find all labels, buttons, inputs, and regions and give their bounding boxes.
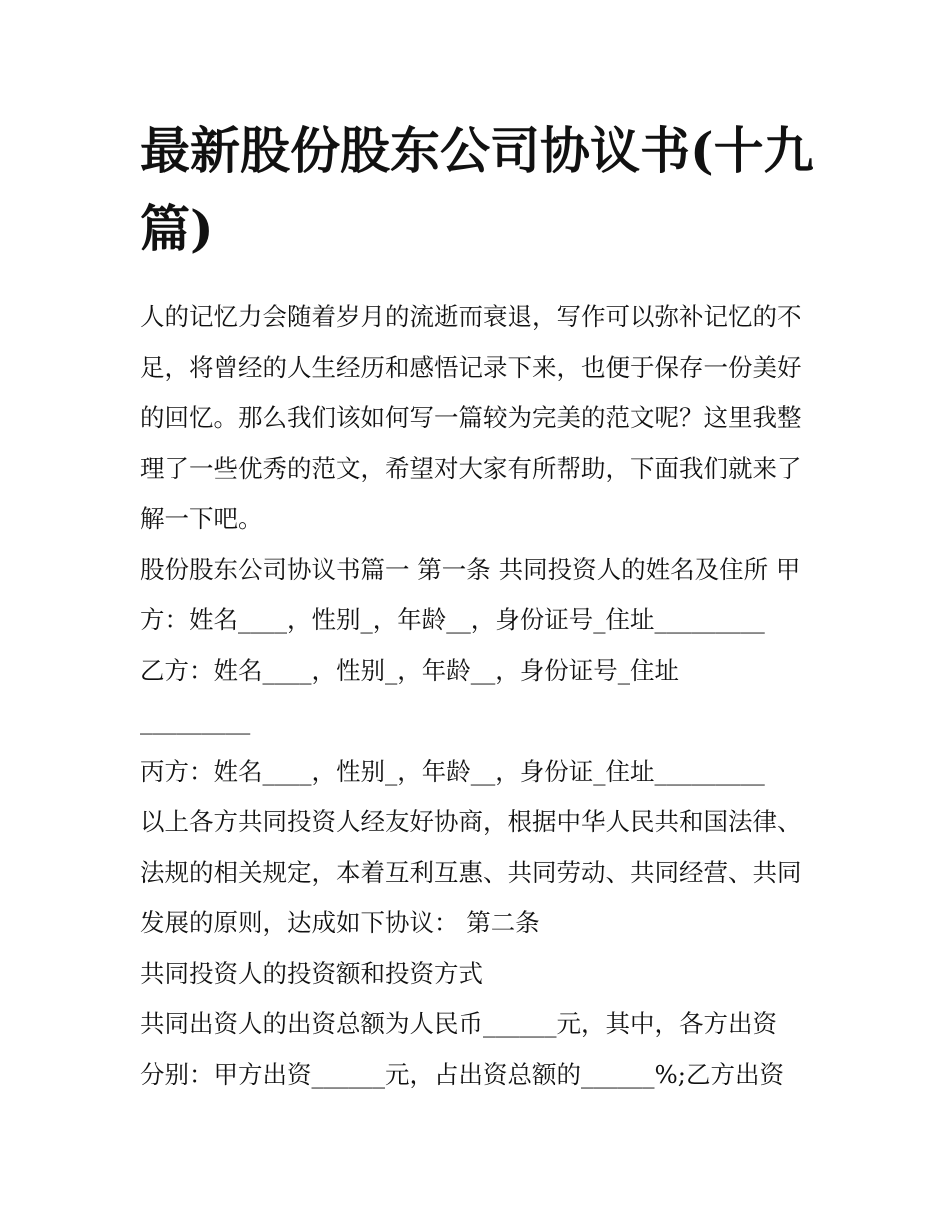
title-line: 最新股份股东公司协议书(十九 [140, 121, 814, 180]
agreement-line: 方：姓名____，性别_，年龄__，身份证号_住址_________ [140, 605, 765, 634]
agreement-line: 发展的原则，达成如下协议： 第二条 [140, 908, 540, 937]
agreement-line: 共同出资人的出资总额为人民币______元，其中，各方出资 [140, 1009, 777, 1038]
title-line: 篇) [140, 199, 214, 258]
agreement-line: 共同投资人的投资额和投资方式 [140, 958, 483, 988]
intro-line: 解一下吧。 [140, 504, 263, 533]
agreement-line: 分别：甲方出资______元，占出资总额的______%;乙方出资 [140, 1059, 785, 1089]
document-title [140, 112, 812, 268]
document-page [140, 112, 812, 1100]
agreement-line: 以上各方共同投资人经友好协商，根据中华人民共和国法律、 [140, 807, 802, 836]
agreement-section [140, 545, 812, 1101]
intro-line: 人的记忆力会随着岁月的流逝而衰退，写作可以弥补记忆的不 [140, 302, 802, 331]
document-body [140, 292, 812, 1100]
agreement-line: 法规的相关规定，本着互利互惠、共同劳动、共同经营、共同 [140, 857, 802, 887]
intro-line: 的回忆。那么我们该如何写一篇较为完美的范文呢？这里我整 [140, 403, 802, 432]
intro-paragraph [140, 292, 812, 545]
agreement-line: 股份股东公司协议书篇一 第一条 共同投资人的姓名及住所 甲 [140, 554, 801, 584]
intro-line: 理了一些优秀的范文，希望对大家有所帮助，下面我们就来了 [140, 453, 802, 483]
agreement-line: _________ [140, 706, 251, 735]
agreement-line: 丙方：姓名____，性别_，年龄__，身份证_住址_________ [140, 756, 765, 786]
intro-line: 足，将曾经的人生经历和感悟记录下来，也便于保存一份美好 [140, 352, 802, 382]
agreement-line: 乙方：姓名____，性别_，年龄__，身份证号_住址 [140, 655, 679, 685]
